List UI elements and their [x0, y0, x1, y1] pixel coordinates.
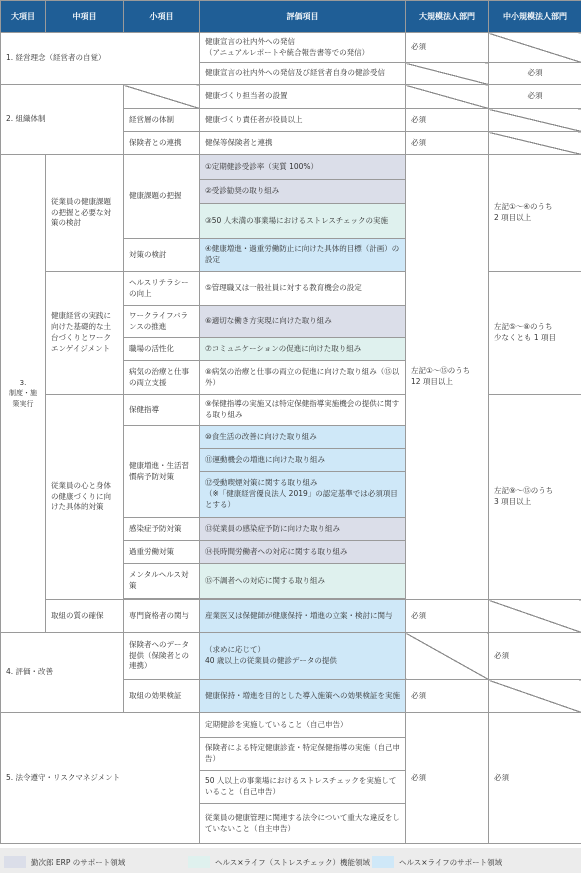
sec2-small-1: 必須: [489, 85, 581, 109]
sec4-minor-2: 取組の効果検証: [124, 680, 200, 713]
sec3-g3-small: 左記⑨〜⑮のうち 3 項目以上: [489, 395, 581, 600]
sec3-g1-small: 左記①〜④のうち 2 項目以上: [489, 155, 581, 272]
sec3-item-13: ⑬従業員の感染症予防に向けた取り組み: [200, 518, 406, 541]
sec3-g3-minor-c: 感染症予防対策: [124, 518, 200, 541]
table-row: [1, 272, 581, 306]
sec3-item-2: ②受診勧奨の取り組み: [200, 180, 406, 204]
legend-item-support: [372, 855, 502, 869]
sec3-g3-middle: 従業員の心と身体の健康づくりに向けた具体的対策: [46, 395, 124, 600]
sec3-g4-item: 産業医又は保健師が健康保持・増進の立案・検討に関与: [200, 600, 406, 633]
not-applicable-cell: [489, 600, 581, 633]
sec3-large-condition: 左記①〜⑮のうち 12 項目以上: [406, 155, 489, 600]
sec3-item-7: ⑦コミュニケーションの促進に向けた取り組み: [200, 338, 406, 361]
sec3-item-8: ⑧病気の治療と仕事の両立の促進に向けた取り組み（⑮以外）: [200, 361, 406, 395]
sec4-item-1: （求めに応じて） 40 歳以上の従業員の健診データの提供: [200, 633, 406, 680]
sec3-g2-minor-c: 職場の活性化: [124, 338, 200, 361]
not-applicable-cell: [124, 85, 200, 109]
sec2-label: 2. 組織体制: [1, 85, 124, 155]
sec3-g2-minor-a: ヘルスリテラシーの向上: [124, 272, 200, 306]
sec3-g3-minor-e: メンタルヘルス対策: [124, 564, 200, 599]
header-small: 中小規模法人部門: [489, 1, 581, 33]
sec3-item-10: ⑩食生活の改善に向けた取り組み: [200, 426, 406, 449]
sec2-large-2: 必須: [406, 109, 489, 132]
sec1-item-2: 健康宣言の社内外への発信及び経営者自身の健診受信: [200, 63, 406, 85]
sec4-large-2: 必須: [406, 680, 489, 713]
header-major: 大項目: [1, 1, 46, 33]
sec1-large-1: 必須: [406, 33, 489, 63]
legend-item-stresscheck: [188, 855, 370, 869]
table-row: [1, 395, 581, 426]
legend-label-erp: 勤次郎 ERP のサポート領域: [31, 857, 126, 867]
sec3-g4-large: 必須: [406, 600, 489, 633]
sec4-item-2: 健康保持・増進を目的とした導入施策への効果検証を実施: [200, 680, 406, 713]
table-header-row: [1, 1, 581, 33]
legend-label-stresscheck: ヘルス×ライフ（ストレスチェック）機能領域: [215, 857, 371, 867]
sec5-item-2: 保険者による特定健康診査・特定保健指導の実施（自己申告）: [200, 738, 406, 771]
sec3-item-4: ④健康増進・過重労働防止に向けた具体的目標（計画）の設定: [200, 239, 406, 272]
sec3-g2-minor-d: 病気の治療と仕事の両立支援: [124, 361, 200, 395]
table-row: [1, 633, 581, 680]
table-row: [1, 33, 581, 63]
sec3-item-12: ⑫受動喫煙対策に関する取り組み （※「健康経営優良法人 2019」の認定基準では必須項目とする）: [200, 472, 406, 518]
sec3-item-11: ⑪運動機会の増進に向けた取り組み: [200, 449, 406, 472]
sec5-label: 5. 法令遵守・リスクマネジメント: [1, 713, 200, 844]
sec3-g2-middle: 健康経営の実践に向けた基礎的な土台づくりとワークエンゲイジメント: [46, 272, 124, 395]
table-row: [1, 713, 581, 738]
not-applicable-cell: [489, 132, 581, 155]
sec5-large: 必須: [406, 713, 489, 844]
header-item: 評価項目: [200, 1, 406, 33]
sec3-g1-minor-b: 対策の検討: [124, 239, 200, 272]
sec1-item-1: 健康宣言の社内外への発信 （アニュアルレポートや統合報告書等での発信）: [200, 33, 406, 63]
sec4-small-1: 必須: [489, 633, 581, 680]
sec3-item-15: ⑮不調者への対応に関する取り組み: [200, 564, 406, 599]
not-applicable-cell: [489, 33, 581, 63]
legend-label-support: ヘルス×ライフのサポート領域: [399, 857, 503, 867]
sec3-item-9: ⑨保健指導の実施又は特定保健指導実施機会の提供に関する取り組み: [200, 395, 406, 426]
sec3-g1-middle: 従業員の健康課題の把握と必要な対策の検討: [46, 155, 124, 272]
sec3-g1-minor-a: 健康課題の把握: [124, 155, 200, 239]
sec2-minor-2: 経営層の体制: [124, 109, 200, 132]
legend-swatch-blue: [372, 856, 394, 868]
sec3-g4-middle: 取組の質の確保: [46, 600, 124, 633]
table-row: [1, 155, 581, 180]
sec3-item-3: ③50 人未満の事業場におけるストレスチェックの実施: [200, 204, 406, 239]
sec3-g3-minor-a: 保健指導: [124, 395, 200, 426]
sec3-item-6: ⑥適切な働き方実現に向けた取り組み: [200, 306, 406, 338]
sec3-g4-minor: 専門資格者の関与: [124, 600, 200, 633]
header-large: 大規模法人部門: [406, 1, 489, 33]
legend-item-erp: [4, 855, 125, 869]
sec5-item-3: 50 人以上の事業場におけるストレスチェックを実施していること（自己申告）: [200, 771, 406, 804]
sec4-minor-1: 保険者へのデータ提供（保険者との連携）: [124, 633, 200, 680]
legend: [0, 848, 581, 873]
not-applicable-cell: [406, 633, 489, 680]
sec3-item-14: ⑭長時間労働者への対応に関する取り組み: [200, 541, 406, 564]
legend-swatch-gray: [4, 856, 26, 868]
legend-swatch-green: [188, 856, 210, 868]
sec1-label: 1. 経営理念（経営者の自覚）: [1, 33, 200, 85]
sec3-g2-minor-b: ワークライフバランスの推進: [124, 306, 200, 338]
sec3-item-1: ①定期健診受診率（実質 100%）: [200, 155, 406, 180]
sec5-item-4: 従業員の健康管理に関連する法令について重大な違反をしていないこと（自主申告）: [200, 804, 406, 844]
sec3-g2-small: 左記⑤〜⑧のうち 少なくとも 1 項目: [489, 272, 581, 395]
sec5-small: 必須: [489, 713, 581, 844]
not-applicable-cell: [489, 109, 581, 132]
sec1-small-2: 必須: [489, 63, 581, 85]
sec2-minor-3: 保険者との連携: [124, 132, 200, 155]
sec3-g3-minor-b: 健康増進・生活習慣病予防対策: [124, 426, 200, 518]
header-middle: 中項目: [46, 1, 124, 33]
sec3-g3-minor-d: 過重労働対策: [124, 541, 200, 564]
table-row: [1, 85, 581, 109]
table-row: [1, 600, 581, 633]
header-minor: 小項目: [124, 1, 200, 33]
not-applicable-cell: [406, 63, 489, 85]
sec5-item-1: 定期健診を実施していること（自己申告）: [200, 713, 406, 738]
sec2-large-3: 必須: [406, 132, 489, 155]
sec3-item-5: ⑤管理職又は一般社員に対する教育機会の設定: [200, 272, 406, 306]
sec4-label: 4. 評価・改善: [1, 633, 124, 713]
not-applicable-cell: [406, 85, 489, 109]
sec2-item-1: 健康づくり担当者の設置: [200, 85, 406, 109]
not-applicable-cell: [489, 680, 581, 713]
sec2-item-2: 健康づくり責任者が役員以上: [200, 109, 406, 132]
sec3-label: 3. 制度・施策実行: [1, 155, 46, 633]
sec2-item-3: 健保等保険者と連携: [200, 132, 406, 155]
